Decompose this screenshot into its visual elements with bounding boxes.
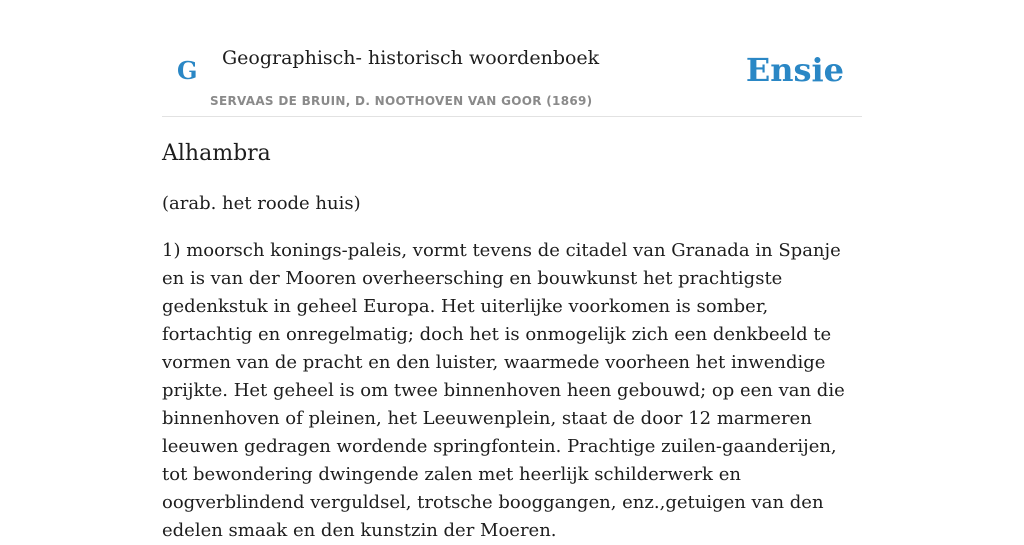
brand-logo[interactable]: Ensie: [745, 51, 844, 89]
entry-definition: 1) moorsch konings-paleis, vormt tevens de citadel van Granada in Spanje en is van der Mooren overheersching en bouwkunst het prachtigste gedenkstuk in geheel Europa. Het uiterlijke voorkomen is somber, fortachtig en onregelmatig; doch het is onmogelijk zich een denkbeeld te vormen van de pracht en den luister, waarmede voorheen het inwendige prijkte. Het geheel is om twee binnenhoven heen gebouwd; op een van die binnenhoven of pleinen, het Leeuwenplein, staat de door 12 marmeren leeuwen gedragen wordende springfontein. Prachtige zuilen-gaanderijen, tot bewondering dwingende zalen met heerlijk schilderwerk en oogverblindend verguldsel, trotsche booggangen, enz.,getuigen van den edelen smaak en den kunstzin der Moeren.: [162, 240, 845, 541]
dictionary-title[interactable]: Geographisch- historisch woordenboek: [222, 47, 600, 69]
entry-content: [162, 138, 862, 545]
entry-headword: Alhambra: [162, 141, 271, 166]
dictionary-logo-icon[interactable]: G: [177, 56, 198, 85]
entry-etymology: (arab. het roode huis): [162, 193, 361, 214]
dictionary-header: [162, 0, 862, 117]
dictionary-authors: SERVAAS DE BRUIN, D. NOOTHOVEN VAN GOOR (1869): [210, 94, 593, 108]
